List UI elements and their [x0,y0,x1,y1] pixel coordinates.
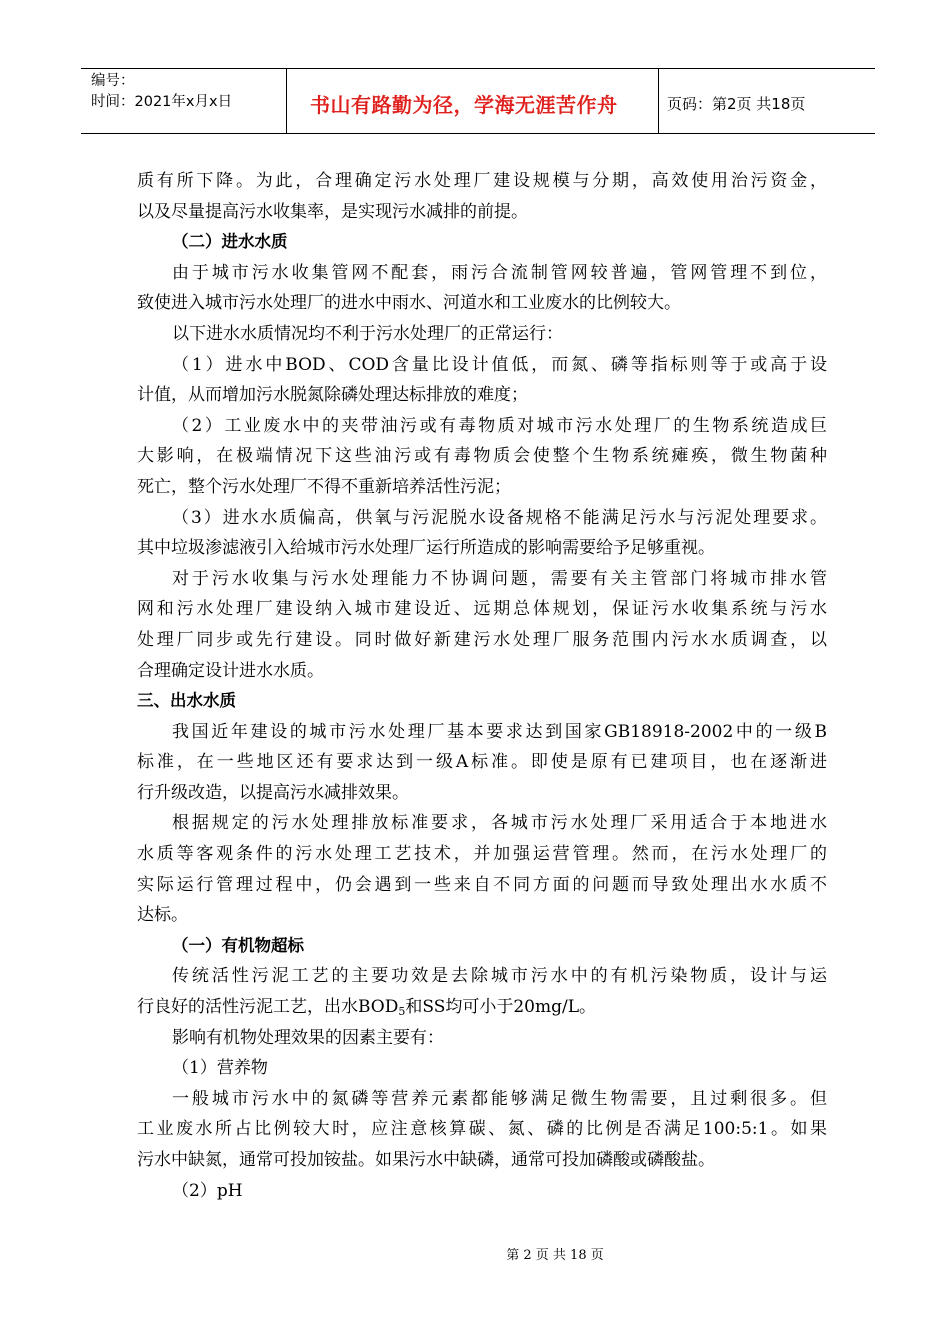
list-item-heading: （2）pH [172,1180,243,1201]
paragraph-line: 由于城市污水收集管网不配套，雨污合流制管网较普遍，管网管理不到位， [172,262,827,283]
list-item-heading: （1）营养物 [172,1058,268,1079]
page-footer: 第 2 页 共 18 页 [506,1248,604,1263]
paragraph-text: 和SS均可小于20mg/L。 [405,997,597,1018]
paragraph-line: 合理确定设计进水水质。 [137,660,324,681]
section-heading: 三、出水水质 [137,691,236,711]
paragraph-line: 质有所下降。为此，合理确定污水处理厂建设规模与分期，高效使用治污资金， [137,171,827,191]
header-page-cell [659,69,875,133]
header-motto: 书山有路勤为径，学海无涯苦作舟 [310,92,618,117]
paragraph-line: 死亡，整个污水处理厂不得不重新培养活性污泥； [137,476,511,497]
paragraph-line: （2）工业废水中的夹带油污或有毒物质对城市污水处理厂的生物系统造成巨 [172,415,827,436]
paragraph-text: 行良好的活性污泥工艺，出水BOD [137,997,399,1018]
paragraph-line: 以及尽量提高污水收集率，是实现污水减排的前提。 [137,201,528,222]
paragraph-line: 行升级改造，以提高污水减排效果。 [137,782,409,803]
paragraph-line: 水质等客观条件的污水处理工艺技术，并加强运营管理。然而，在污水处理厂的 [137,844,827,865]
section-heading: （二）进水水质 [172,232,288,252]
header-page-number: 页码：第2页 共18页 [667,94,806,113]
section-heading: （一）有机物超标 [172,935,304,955]
document-body [137,166,827,1206]
paragraph-line: （1）进水中BOD、COD含量比设计值低，而氮、磷等指标则等于或高于设 [172,354,827,375]
paragraph-line: 致使进入城市污水处理厂的进水中雨水、河道水和工业废水的比例较大。 [137,293,681,314]
paragraph-line: （3）进水水质偏高，供氧与污泥脱水设备规格不能满足污水与污泥处理要求。 [172,507,827,528]
paragraph-line: 一般城市污水中的氮磷等营养元素都能够满足微生物需要，且过剩很多。但 [172,1088,827,1109]
paragraph-line: 处理厂同步或先行建设。同时做好新建污水处理厂服务范围内污水水质调查，以 [137,629,827,650]
paragraph-line: 网和污水处理厂建设纳入城市建设近、远期总体规划，保证污水收集系统与污水 [137,599,827,620]
header-table [81,68,875,134]
paragraph-line: 其中垃圾渗滤液引入给城市污水处理厂运行所造成的影响需要给予足够重视。 [137,538,715,559]
doc-time-label: 时间：2021年x月x日 [91,94,233,110]
paragraph-line: 实际运行管理过程中，仍会遇到一些来自不同方面的问题而导致处理出水水质不 [137,874,827,895]
paragraph-line: 以下进水水质情况均不利于污水处理厂的正常运行： [172,323,563,344]
paragraph-line: 我国近年建设的城市污水处理厂基本要求达到国家GB18918-2002中的一级B [172,721,827,742]
header-motto-cell [287,69,659,133]
doc-number-label: 编号： [91,73,135,89]
paragraph-line: 工业废水所占比例较大时，应注意核算碳、氮、磷的比例是否满足100:5:1。如果 [137,1119,827,1140]
paragraph-line: 影响有机物处理效果的因素主要有： [172,1027,444,1048]
paragraph-line: 达标。 [137,905,188,926]
paragraph-line: 大影响，在极端情况下这些油污或有毒物质会使整个生物系统瘫痪，微生物菌种 [137,446,827,467]
paragraph-line: 标准，在一些地区还有要求达到一级A标准。即使是原有已建项目，也在逐渐进 [137,752,827,773]
subscript: 5 [398,1005,406,1019]
paragraph-line: 计值，从而增加污水脱氮除磷处理达标排放的难度； [137,385,528,406]
paragraph-line: 污水中缺氮，通常可投加铵盐。如果污水中缺磷，通常可投加磷酸或磷酸盐。 [137,1150,715,1170]
paragraph-line [137,992,827,1023]
header-meta-cell [81,69,287,133]
paragraph-line: 传统活性污泥工艺的主要功效是去除城市污水中的有机污染物质，设计与运 [172,966,827,987]
paragraph-line: 对于污水收集与污水处理能力不协调问题，需要有关主管部门将城市排水管 [172,568,827,589]
paragraph-line: 根据规定的污水处理排放标准要求，各城市污水处理厂采用适合于本地进水 [172,813,827,834]
